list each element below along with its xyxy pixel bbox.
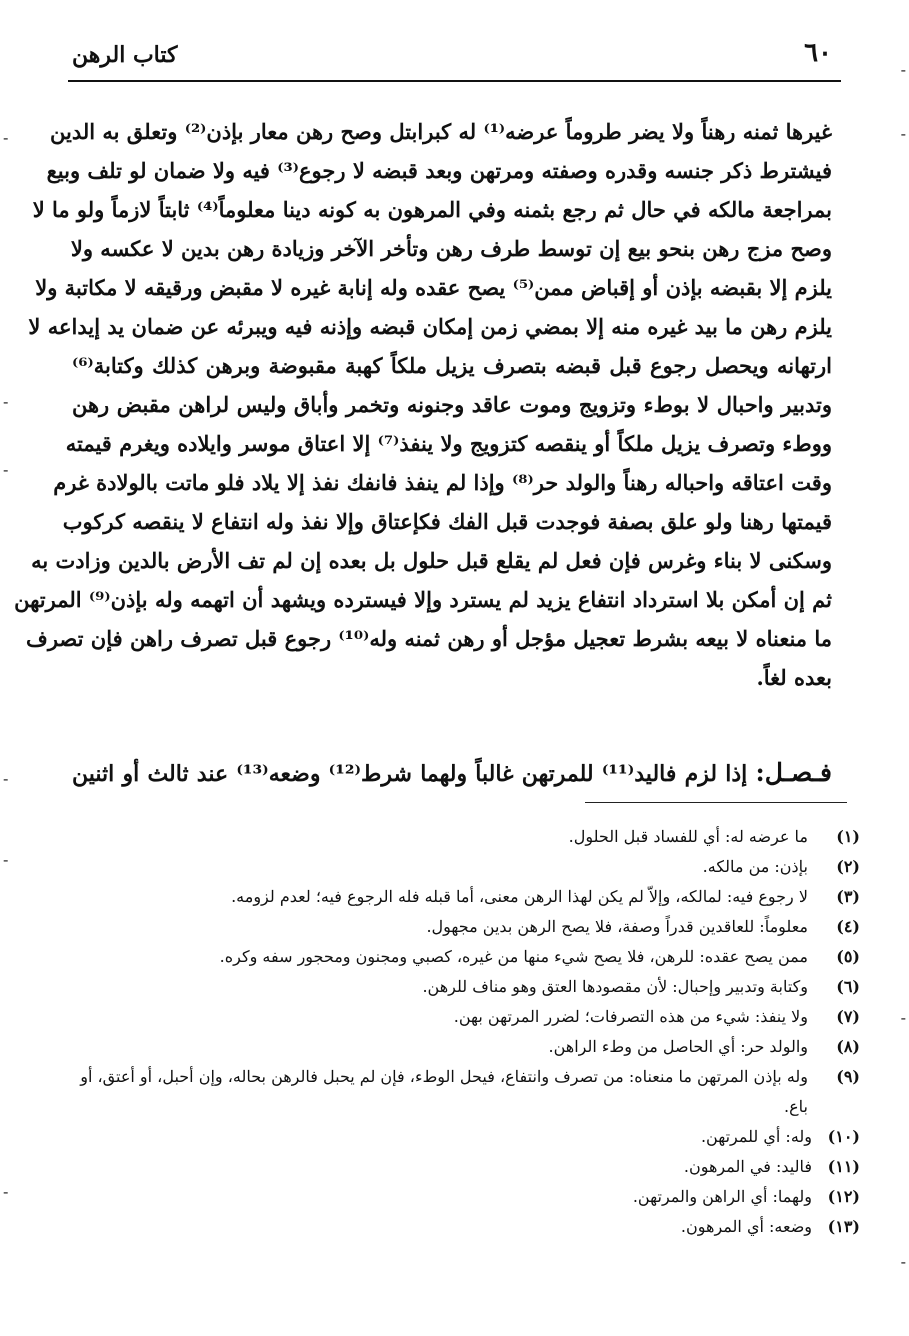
- margin-mark: -: [3, 460, 9, 479]
- margin-mark: -: [900, 124, 906, 143]
- footnote-number: (٢): [836, 857, 860, 876]
- header-rule: [68, 80, 841, 82]
- footnote-number: (١٢): [827, 1187, 860, 1206]
- footnote: [80, 1032, 860, 1062]
- footnote-text: معلوماً: للعاقدين قدراً وصفة، فلا يصح الرهن بدين مجهول.: [426, 917, 808, 936]
- main-text: [14, 112, 832, 697]
- text-line: بمراجعة مالكه في حال ثم رجع بثمنه وفي المرهون به كونه دينا معلوماً⁽⁴⁾ ثابتاً لازماً ولو ما لا: [32, 197, 832, 222]
- margin-mark: -: [3, 850, 9, 869]
- text-line: فيشترط ذكر جنسه وقدره وصفته ومرتهن وبعد قبضه لا رجوع⁽³⁾ فيه ولا ضمان لو تلف وبيع: [46, 158, 832, 183]
- footnote: [80, 1062, 860, 1122]
- footnote: [80, 882, 860, 912]
- footnote-number: (٦): [836, 977, 860, 996]
- footnote-number: (١): [836, 827, 860, 846]
- footnote: [80, 852, 860, 882]
- footnote-number: (١٠): [827, 1127, 860, 1146]
- text-line: يلزم إلا بقبضه بإذن أو إقباض ممن⁽⁵⁾ يصح عقده وله إنابة غيره لا مقبض ورقيقه لا مكاتبة ولا: [35, 275, 832, 300]
- text-line: قيمتها رهنا ولو علق بصفة فوجدت قبل الفك فكإعتاق وإلا نفذ وله انتفاع لا ينقصه كركوب: [62, 509, 832, 534]
- margin-mark: -: [900, 60, 906, 79]
- footnote-rule: [585, 802, 847, 803]
- margin-mark: -: [3, 769, 9, 788]
- footnote-text: لا رجوع فيه: لمالكه، وإلاّ لم يكن لهذا الرهن معنى، أما قبله فله الرجوع فيه؛ لعدم لزومه.: [231, 887, 808, 906]
- footnote-text: وضعه: أي المرهون.: [680, 1217, 812, 1236]
- text-line: ووطء وتصرف يزيل ملكاً أو ينقصه كتزويج ولا ينفذ⁽⁷⁾ إلا اعتاق موسر وايلاده ويغرم قيمته: [65, 431, 832, 456]
- footnote-number: (١١): [827, 1157, 860, 1176]
- text-line: وسكنى لا بناء وغرس فإن فعل لم يقلع قبل حلول بل بعده إن لم تف الأرض بالدين وزادت به: [31, 548, 832, 573]
- footnote-number: (٧): [836, 1007, 860, 1026]
- footnote-number: (٤): [836, 917, 860, 936]
- margin-mark: -: [900, 1008, 906, 1027]
- footnote-number: (٨): [836, 1037, 860, 1056]
- footnote-number: (٣): [836, 887, 860, 906]
- running-title: كتاب الرهن: [72, 42, 178, 68]
- footnotes: [80, 822, 860, 1242]
- text-line: يلزم رهن ما بيد غيره منه إلا بمضي زمن إمكان قبضه وإذنه فيه ويبرئه عن ضمان يد إيداعه لا: [28, 314, 832, 339]
- footnote: [80, 972, 860, 1002]
- footnote: [80, 1212, 860, 1242]
- page-number: ٦٠: [804, 38, 832, 68]
- footnote: [80, 822, 860, 852]
- footnote-text: ما عرضه له: أي للفساد قبل الحلول.: [568, 827, 808, 846]
- section-text: إذا لزم فاليد⁽¹¹⁾ للمرتهن غالباً ولهما شرط⁽¹²⁾ وضعه⁽¹³⁾ عند ثالث أو اثنين: [72, 761, 748, 787]
- text-line: ارتهانه ويحصل رجوع قبل قبضه بتصرف يزيل ملكاً كهبة مقبوضة وبرهن كذلك وكتابة⁽⁶⁾: [72, 353, 832, 378]
- section-heading: [72, 752, 832, 794]
- margin-mark: -: [900, 1252, 906, 1271]
- text-line: غيرها ثمنه رهناً ولا يضر طروماً عرضه⁽¹⁾ له كبرابتل وصح رهن معار بإذن⁽²⁾ وتعلق به الدين: [49, 119, 832, 144]
- footnote-text: ممن يصح عقده: للرهن، فلا يصح شيء منها من غيره، كصبي ومجنون ومحجور سفه وكره.: [219, 947, 808, 966]
- footnote-text: فاليد: في المرهون.: [683, 1157, 812, 1176]
- text-line: ما منعناه لا بيعه بشرط تعجيل مؤجل أو رهن ثمنه وله⁽¹⁰⁾ رجوع قبل تصرف راهن فإن تصرف: [26, 626, 832, 651]
- text-line: وتدبير واحبال لا بوطء وتزويج وموت عاقد وجنونه وتخمر وأباق وليس لراهن مقبض رهن: [72, 392, 832, 417]
- footnote-text: ولا ينفذ: شيء من هذه التصرفات؛ لضرر المرتهن بهن.: [453, 1007, 808, 1026]
- footnote-text: وله بإذن المرتهن ما منعناه: من تصرف وانتفاع، فيحل الوطء، فإن لم يحبل فالرهن بحاله، وإن أحبل، أو أعتق، أو باع.: [80, 1067, 808, 1116]
- footnote: [80, 912, 860, 942]
- footnote-text: وله: أي للمرتهن.: [700, 1127, 812, 1146]
- margin-mark: -: [3, 128, 9, 147]
- footnote: [80, 1152, 860, 1182]
- footnote-number: (٥): [836, 947, 860, 966]
- section-label: فـصـل:: [755, 758, 832, 787]
- footnote: [80, 1182, 860, 1212]
- text-line: بعده لغاً.: [756, 665, 832, 690]
- page-header: [72, 38, 832, 74]
- text-line: ثم إن أمكن بلا استرداد انتفاع يزيد لم يسترد وإلا فيسترده ويشهد أن اتهمه وله بإذن⁽⁹⁾ المرتهن: [14, 587, 832, 612]
- text-line: وصح مزج رهن بنحو بيع إن توسط طرف رهن وتأخر الآخر وزيادة رهن بدين لا عكسه ولا: [70, 236, 832, 261]
- footnote-text: والولد حر: أي الحاصل من وطء الراهن.: [548, 1037, 808, 1056]
- text-line: وقت اعتاقه واحباله رهناً والولد حر⁽⁸⁾ وإذا لم ينفذ فانفك نفذ إلا يلاد فلو ماتت بالولادة غرم: [53, 470, 832, 495]
- footnote-text: وكتابة وتدبير وإحبال: لأن مقصودها العتق وهو مناف للرهن.: [422, 977, 808, 996]
- footnote-text: بإذن: من مالكه.: [702, 857, 808, 876]
- footnote-number: (١٣): [827, 1217, 860, 1236]
- footnote: [80, 1002, 860, 1032]
- footnote-text: ولهما: أي الراهن والمرتهن.: [632, 1187, 812, 1206]
- margin-mark: -: [3, 392, 9, 411]
- footnote: [80, 942, 860, 972]
- footnote: [80, 1122, 860, 1152]
- margin-mark: -: [3, 1182, 9, 1201]
- footnote-number: (٩): [836, 1067, 860, 1086]
